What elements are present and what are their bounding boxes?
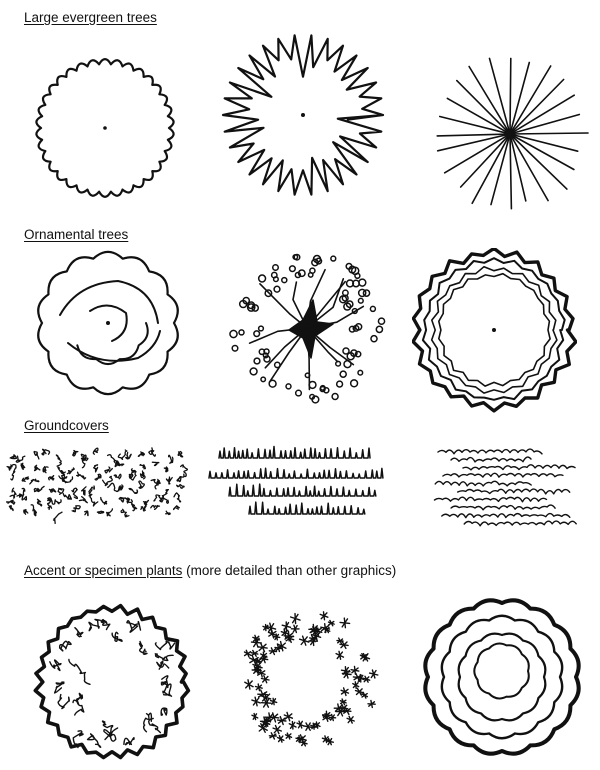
double-edged-canopy-tree-icon [412, 248, 577, 418]
star-cluster-accent-plant-icon [236, 605, 381, 755]
cloud-canopy-tree-icon [28, 248, 188, 398]
heading-label: Ornamental trees [24, 227, 129, 242]
layered-cloud-accent-plant-icon [415, 595, 590, 760]
heading-note: (more detailed than other graphics) [182, 563, 397, 578]
heading-large-evergreen-trees [24, 10, 157, 25]
wavy-ring-accent-plant-icon [30, 602, 195, 762]
heading-label: Large evergreen trees [24, 10, 157, 25]
branching-dotted-tree-icon [222, 248, 392, 408]
spiky-circle-evergreen-icon [218, 30, 388, 200]
heading-ornamental-trees [24, 227, 128, 242]
grass-lines-groundcover-icon [205, 440, 390, 520]
scalloped-circle-evergreen-icon [30, 48, 180, 208]
squiggle-texture-groundcover-icon [6, 444, 196, 524]
heading-label: Groundcovers [24, 418, 109, 433]
starburst-evergreen-icon [428, 52, 593, 217]
heading-label: Accent or specimen plants [24, 563, 183, 578]
heading-accent-plants [24, 563, 396, 578]
leaf-stroke-groundcover-icon [430, 440, 580, 530]
heading-groundcovers [24, 418, 109, 433]
